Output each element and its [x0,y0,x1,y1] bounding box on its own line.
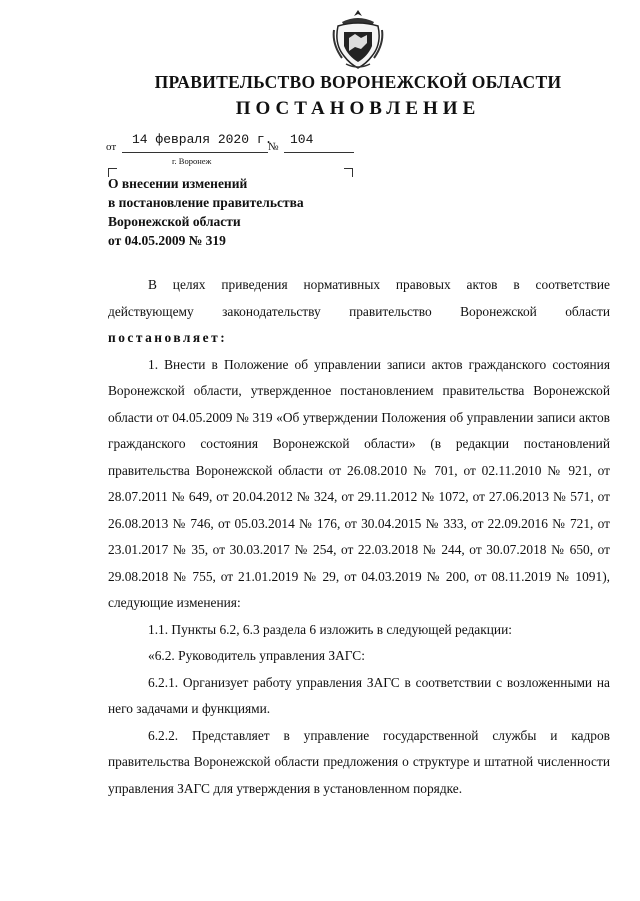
preamble-line: В целях приведения нормативных правовых актов в соответствие [148,277,610,292]
subject-line: в постановление правительства [108,195,304,210]
item-6-2-1-paragraph: 6.2.1. Организует работу управления ЗАГС в соответствии с возложенными на него задачами и функциями. [108,674,610,716]
item-1-paragraph: 1. Внести в Положение об управлении записи актов гражданского состояния Воронежской области, утвержденное постановлением правительства Воронежской области от 04.05.2009 № 319 «Об утверждении Положения об управлении записи актов гражданского состояния Воронежской области» (в редакции постановлений правительства Воронежской области от 26.08.2010 № 701, от 02.11.2010 № 921, от 28.07.2011 № 649, от 20.04.2012 № 324, от 29.11.2012 № 1072, от 27.06.2013 № 571, от 26.08.2013 № 746, от 05.03.2014 № 176, от 30.04.2015 № 333, от 22.09.2016 № 721, от 23.01.2017 № 35, от 30.03.2017 № 254, от 22.03.2018 № 244, от 30.07.2018 № 650, от 29.08.2018 № 755, от 21.01.2019 № 29, от 04.03.2019 № 200, от 08.11.2019 № 1091), следующие изменения: [108,356,610,610]
document-date: 14 февраля 2020 г. [132,132,273,147]
subject-line: О внесении изменений [108,176,248,191]
coat-of-arms-emblem [332,8,384,70]
subject-line: от 04.05.2009 № 319 [108,233,226,248]
item-1-1-paragraph: 1.1. Пункты 6.2, 6.3 раздела 6 изложить в следующей редакции: [148,621,512,637]
organization-name: ПРАВИТЕЛЬСТВО ВОРОНЕЖСКОЙ ОБЛАСТИ [154,72,562,92]
date-prefix: от [106,141,117,153]
preamble-line: действующему законодательству правительство Воронежской области [108,303,610,319]
item-6-2-2-paragraph: 6.2.2. Представляет в управление государственной службы и кадров правительства Воронежской области предложения о структуре и штатной численности управления ЗАГС для утверждения в установленном порядке. [108,727,610,796]
date-number-row [106,132,366,156]
item-6-2-paragraph: «6.2. Руководитель управления ЗАГС: [148,648,365,663]
document-type: ПОСТАНОВЛЕНИЕ [235,98,481,119]
date-underline [122,152,268,153]
document-subject [108,174,358,250]
subject-line: Воронежской области [108,214,241,229]
document-body [108,272,610,802]
resolves-word: постановляет: [108,330,228,345]
number-underline [284,152,354,153]
city-label: г. Воронеж [172,156,212,166]
document-number: 104 [290,132,314,147]
number-prefix: № [268,141,279,153]
